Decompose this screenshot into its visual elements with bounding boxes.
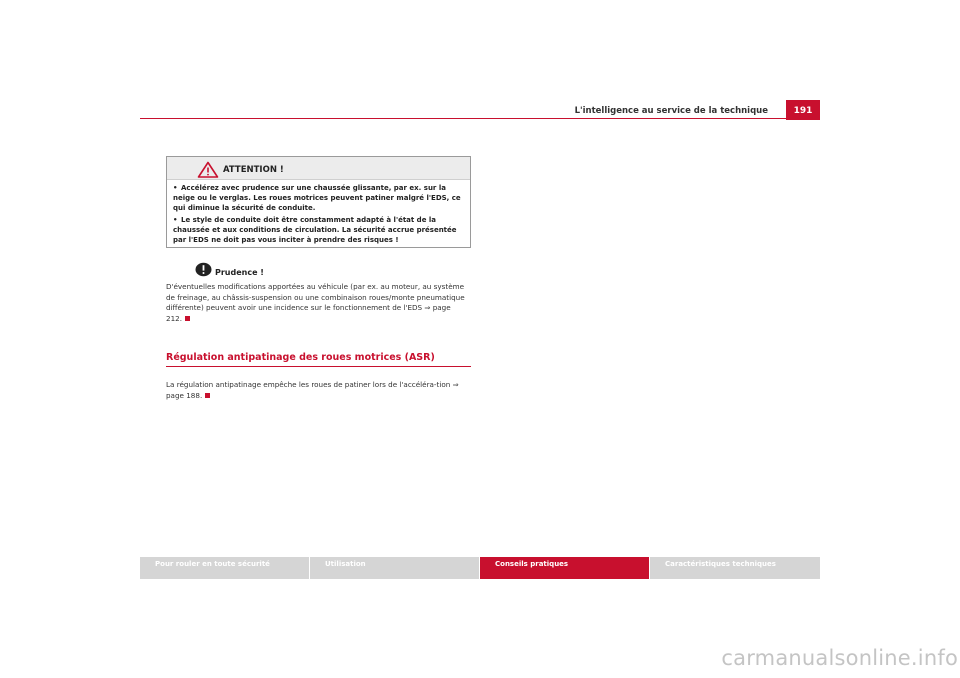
tab-securite[interactable]: Pour rouler en toute sécurité [140,557,310,579]
exclamation-circle-icon [195,262,212,277]
asr-section [166,352,471,401]
header-rule [140,118,786,119]
bullet: • [173,215,178,224]
section-text: La régulation antipatinage empêche les roues de patiner lors de l'accéléra-tion ⇒ page 188. [166,380,459,400]
header-title: L'intelligence au service de la technique [574,106,768,116]
section-rule [166,366,471,367]
warning-header [167,157,470,180]
end-square-icon [205,393,210,398]
watermark: carmanualsonline.info [721,646,958,670]
warning-box [166,156,471,248]
page-header [140,100,820,120]
tab-conseils-pratiques[interactable]: Conseils pratiques [480,557,650,579]
caution-title: Prudence ! [215,268,264,277]
warning-title: ATTENTION ! [223,165,284,175]
warning-triangle-icon [197,161,219,178]
caution-header [166,262,471,278]
page-number: 191 [786,100,820,120]
caution-block [166,262,471,324]
caution-text: D'éventuelles modifications apportées au véhicule (par ex. au moteur, au système de freinage, au châssis-suspension ou une combinaison roues/monte pneumatique différente) peuvent avoir une incidence sur le fonctionnement de l'EDS ⇒ page 212. [166,282,465,323]
end-square-icon [185,316,190,321]
warning-body [167,180,470,245]
tab-caracteristiques[interactable]: Caractéristiques techniques [650,557,820,579]
warning-item: • Accélérez avec prudence sur une chaussée glissante, par ex. sur la neige ou le verglas. Les roues motrices peuvent patiner malgré l'EDS, ce qui diminue la sécurité de conduite. [173,184,461,213]
section-title: Régulation antipatinage des roues motrices (ASR) [166,352,435,363]
tab-utilisation[interactable]: Utilisation [310,557,480,579]
warning-item: • Le style de conduite doit être constamment adapté à l'état de la chaussée et aux conditions de circulation. La sécurité accrue présentée par l'EDS ne doit pas vous inciter à prendre des risques ! [173,215,457,245]
bullet: • [173,184,178,192]
chapter-tabs [140,557,820,579]
